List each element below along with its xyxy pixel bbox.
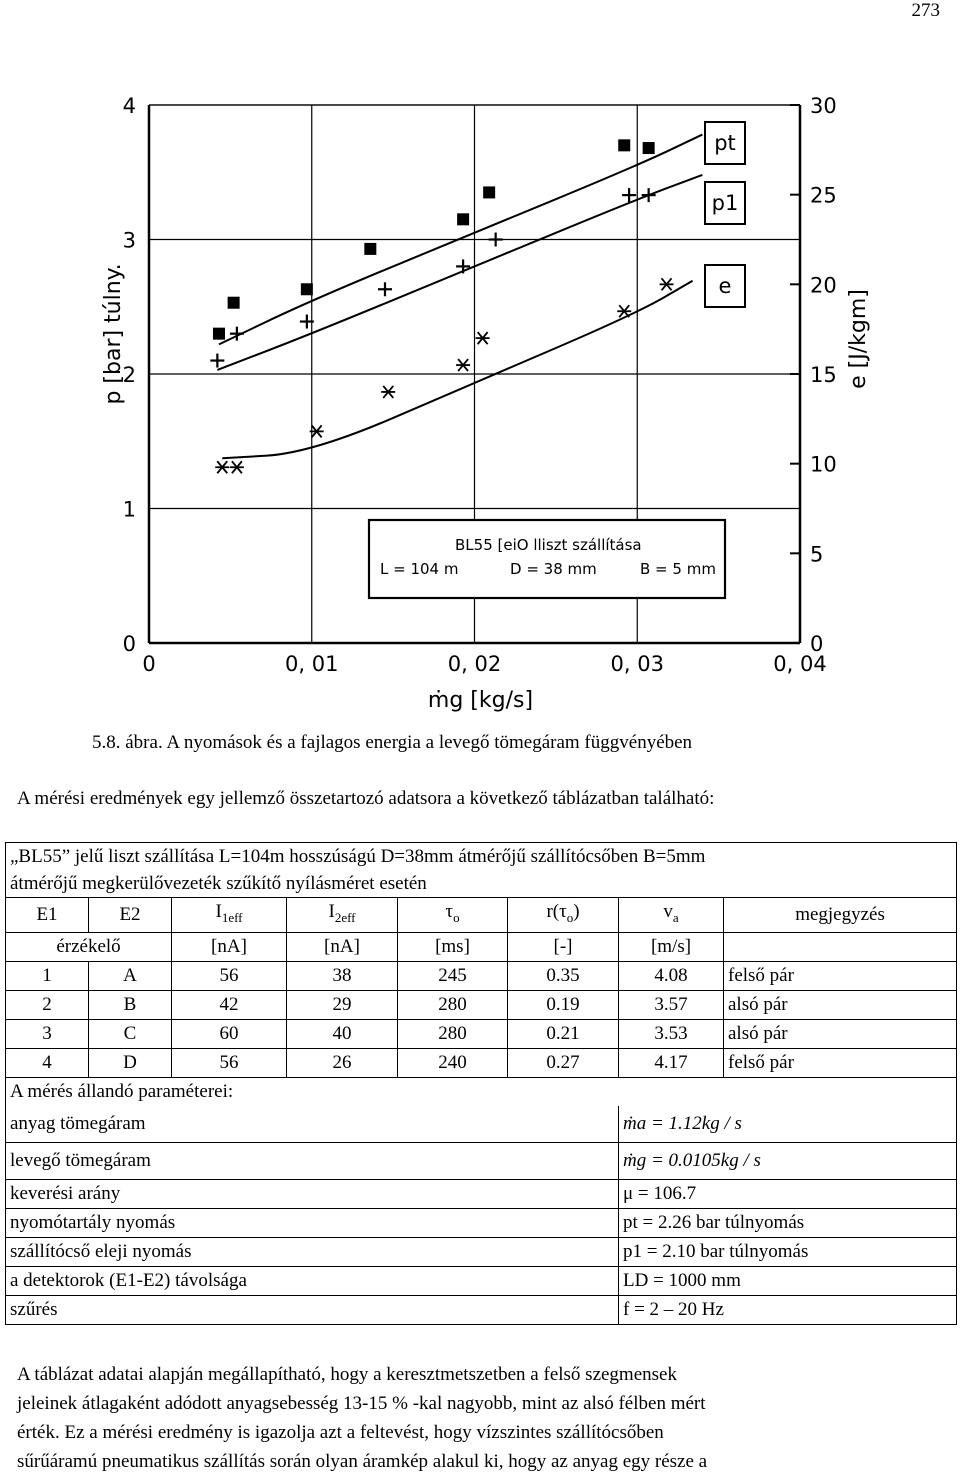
pressure-energy-chart (80, 80, 880, 720)
cell: 29 (287, 990, 398, 1019)
curve-p1 (217, 175, 702, 370)
param-label: szűrés (6, 1295, 619, 1324)
chart-curves (217, 135, 702, 459)
cell: 38 (287, 961, 398, 990)
marker-e (381, 386, 395, 398)
cell: 3 (6, 1019, 89, 1048)
marker-pt (483, 186, 495, 198)
marker-p1 (642, 188, 656, 202)
marker-e (456, 359, 470, 371)
cell: alsó pár (724, 990, 957, 1019)
cell: 245 (398, 961, 508, 990)
table-row (6, 990, 957, 1019)
cell: 42 (172, 990, 287, 1019)
unit-sensor: érzékelő (6, 932, 172, 961)
chart-axes (790, 105, 800, 643)
unit-va: [m/s] (619, 932, 724, 961)
series-label-p1 (705, 182, 745, 224)
y-left-tick-label: 1 (122, 497, 136, 522)
figure-caption: 5.8. ábra. A nyomások és a fajlagos energia a levegő tömegáram függvényében (92, 732, 693, 753)
header-r-tau: $r(\tau_o)$ (508, 898, 619, 933)
x-axis-label: ṁg [kg/s] (427, 688, 534, 713)
cell: D (89, 1048, 172, 1077)
paragraph-line: jeleinek átlagaként adódott anyagsebesség 13-15 % -kal nagyobb, mint az alsó félben mért (17, 1393, 706, 1414)
table-row (6, 1048, 957, 1077)
series-label-text: pt (714, 131, 736, 155)
cell: felső pár (724, 1048, 957, 1077)
marker-pt (618, 139, 630, 151)
unit-empty (724, 932, 957, 961)
unit-i2: [nA] (287, 932, 398, 961)
table-header-row (6, 898, 957, 933)
header-va: $v_a$ (619, 898, 724, 933)
param-label: anyag tömegáram (6, 1106, 619, 1143)
header-i2eff: $I_{2eff}$ (287, 898, 398, 933)
header-tau: $\tau_o$ (398, 898, 508, 933)
marker-e (476, 332, 490, 344)
cell: 56 (172, 961, 287, 990)
cell: 3.53 (619, 1019, 724, 1048)
param-value: LD = 1000 mm (619, 1266, 957, 1295)
x-tick-label: 0, 03 (610, 652, 664, 676)
marker-pt (228, 297, 240, 309)
y-right-tick-label: 25 (810, 183, 837, 208)
cell: 60 (172, 1019, 287, 1048)
marker-pt (364, 243, 376, 255)
cell: 0.21 (508, 1019, 619, 1048)
y-right-tick-label: 20 (810, 273, 837, 298)
series-label-text: p1 (711, 191, 739, 215)
series-label-text: e (718, 274, 732, 298)
y-right-tick-label: 5 (810, 542, 824, 567)
y-right-axis-label: e [J/kgm] (846, 289, 871, 389)
param-label: a detektorok (E1-E2) távolsága (6, 1266, 619, 1295)
param-value: f = 2 – 20 Hz (619, 1295, 957, 1324)
header-note: megjegyzés (724, 898, 957, 933)
table-units-row (6, 932, 957, 961)
legend-diameter: D = 38 mm (510, 560, 597, 578)
marker-e (215, 461, 229, 473)
table-row (6, 1019, 957, 1048)
y-right-tick-label: 0 (810, 632, 824, 656)
cell: 40 (287, 1019, 398, 1048)
x-tick-label: 0, 02 (447, 652, 502, 676)
y-left-axis-label: p [bar] túlny. (101, 263, 126, 405)
param-label: nyomótartály nyomás (6, 1208, 619, 1237)
series-label-e (705, 265, 745, 307)
y-right-tick-label: 10 (810, 452, 837, 477)
x-tick-label: 0, 01 (285, 652, 339, 676)
unit-tau: [ms] (398, 932, 508, 961)
cell: A (89, 961, 172, 990)
param-label: szállítócső eleji nyomás (6, 1237, 619, 1266)
intro-text: A mérési eredmények egy jellemző összetartozó adatsora a következő táblázatban található: (17, 788, 715, 809)
y-left-tick-label: 4 (122, 94, 136, 118)
marker-e (230, 461, 244, 473)
y-left-tick-label: 2 (122, 363, 136, 387)
header-e2: E2 (89, 898, 172, 933)
param-value: p1 = 2.10 bar túlnyomás (619, 1237, 957, 1266)
marker-pt (213, 328, 225, 340)
header-e1: E1 (6, 898, 89, 933)
unit-r: [-] (508, 932, 619, 961)
cell: 240 (398, 1048, 508, 1077)
param-value: ṁg = 0.0105kg / s (619, 1142, 957, 1179)
marker-p1 (456, 259, 470, 273)
legend-bypass: B = 5 mm (640, 560, 716, 578)
table-title-line2: átmérőjű megkerülővezeték szűkítő nyílásméret esetén (6, 870, 957, 898)
param-label: keverési arány (6, 1179, 619, 1208)
paragraph-line: érték. Ez a mérési eredmény is igazolja azt a feltevést, hogy vízszintes szállítócsőben (17, 1422, 664, 1443)
marker-p1 (210, 354, 224, 368)
cell: alsó pár (724, 1019, 957, 1048)
cell: 3.57 (619, 990, 724, 1019)
y-right-tick-label: 30 (810, 94, 837, 118)
measurement-table (5, 842, 957, 1325)
marker-pt (457, 213, 469, 225)
marker-pt (643, 142, 655, 154)
cell: felső pár (724, 961, 957, 990)
cell: 0.27 (508, 1048, 619, 1077)
marker-e (660, 278, 674, 290)
unit-i1: [nA] (172, 932, 287, 961)
cell: 280 (398, 990, 508, 1019)
cell: 4 (6, 1048, 89, 1077)
cell: 2 (6, 990, 89, 1019)
y-right-tick-label: 15 (810, 363, 837, 387)
cell: C (89, 1019, 172, 1048)
body-paragraph (17, 1360, 946, 1476)
page-number: 273 (911, 0, 940, 21)
legend-length: L = 104 m (380, 560, 459, 578)
cell: 0.35 (508, 961, 619, 990)
param-value: pt = 2.26 bar túlnyomás (619, 1208, 957, 1237)
header-i1eff: $I_{1eff}$ (172, 898, 287, 933)
cell: 1 (6, 961, 89, 990)
cell: 56 (172, 1048, 287, 1077)
marker-p1 (378, 282, 392, 296)
paragraph-line: sűrűáramú pneumatikus szállítás során olyan áramkép alakul ki, hogy az anyag egy része a (17, 1451, 708, 1472)
param-value: μ = 106.7 (619, 1179, 957, 1208)
chart-legend-box (369, 122, 745, 598)
y-left-tick-label: 0 (122, 632, 136, 656)
cell: 280 (398, 1019, 508, 1048)
cell: 26 (287, 1048, 398, 1077)
legend-frame (369, 520, 725, 598)
y-left-tick-label: 3 (122, 228, 136, 253)
param-value: ṁa = 1.12kg / s (619, 1106, 957, 1143)
legend-line1: BL55 [eiO lliszt szállítása (455, 536, 642, 554)
params-title: A mérés állandó paraméterei: (6, 1077, 957, 1106)
x-tick-label: 0 (142, 652, 156, 676)
paragraph-line: A táblázat adatai alapján megállapítható, hogy a keresztmetszetben a felső szegmensek (17, 1364, 677, 1385)
marker-p1 (489, 233, 503, 247)
cell: B (89, 990, 172, 1019)
x-tick-label: 0, 04 (773, 652, 827, 676)
series-label-pt (705, 122, 745, 164)
table-row (6, 961, 957, 990)
cell: 4.08 (619, 961, 724, 990)
chart-marks (210, 139, 673, 473)
table-title-line1: „BL55” jelű liszt szállítása L=104m hosszúságú D=38mm átmérőjű szállítócsőben B=5mm (6, 843, 957, 871)
cell: 0.19 (508, 990, 619, 1019)
marker-pt (301, 283, 313, 295)
param-label: levegő tömegáram (6, 1142, 619, 1179)
cell: 4.17 (619, 1048, 724, 1077)
